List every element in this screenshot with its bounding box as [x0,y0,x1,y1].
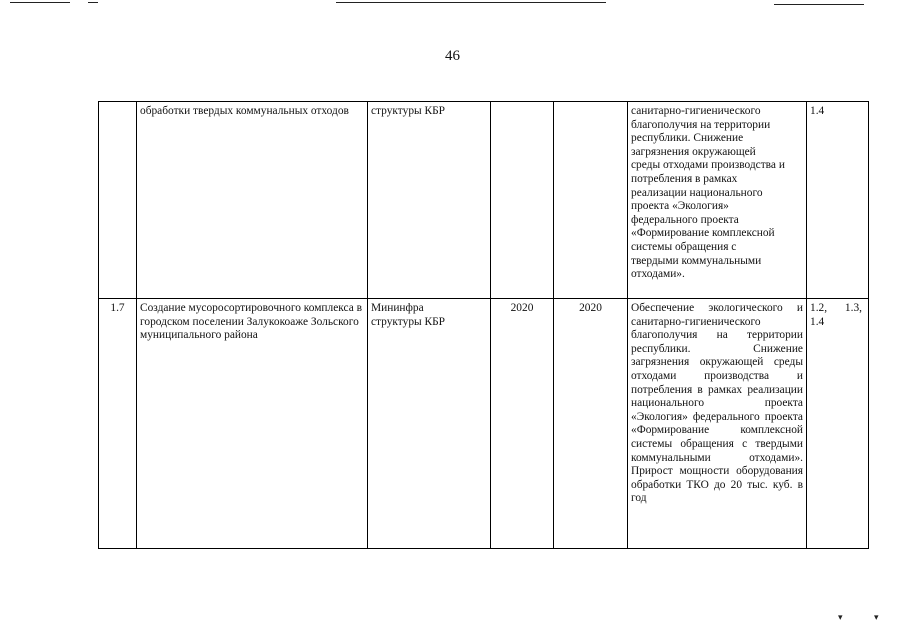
measures-table [98,101,869,549]
cell-executor: структуры КБР [368,102,491,299]
cell-measure-name: Создание мусоросортировочного комплекса в городском поселении Залукокоаже Зольского муниципального района [137,299,368,549]
indicator-value: 1.3, [844,302,862,314]
cell-number [99,102,137,299]
cell-year-start [491,102,554,299]
cell-executor: Мининфра структуры КБР [368,299,491,549]
cell-indicators: 1.4 [807,102,869,299]
cell-year-end [554,102,628,299]
cell-expected-result: Обеспечение экологического и санитарно-гигиенического благополучия на территории республики. Снижение загрязнения окружающей среды отходами производства и потребления в рамках реализации национального проекта «Экология» федерального проекта «Формирование комплексной системы обращения с твердыми коммунальными отходами». Прирост мощности оборудования обработки ТКО до 20 тыс. куб. в год [628,299,807,549]
cell-measure-name: обработки твердых коммунальных отходов [137,102,368,299]
table-row [99,102,869,299]
scan-dot-mark: ▾ [874,612,879,622]
cell-year-end: 2020 [554,299,628,549]
scan-artifact-lines [0,0,905,8]
indicator-value: 1.2, [810,302,828,314]
table-row [99,299,869,549]
cell-number: 1.7 [99,299,137,549]
page-number: 46 [445,48,460,64]
cell-expected-result: санитарно-гигиенического благополучия на территории республики. Снижение загрязнения окружающей среды отходами производства и потребления в рамках реализации национального проекта «Экология» федерального проекта «Формирование комплексной системы обращения с твердыми коммунальными отходами». [628,102,807,299]
indicator-value: 1.4 [810,315,825,328]
cell-indicators [807,299,869,549]
cell-year-start: 2020 [491,299,554,549]
scan-dot-mark: ▾ [838,612,843,622]
